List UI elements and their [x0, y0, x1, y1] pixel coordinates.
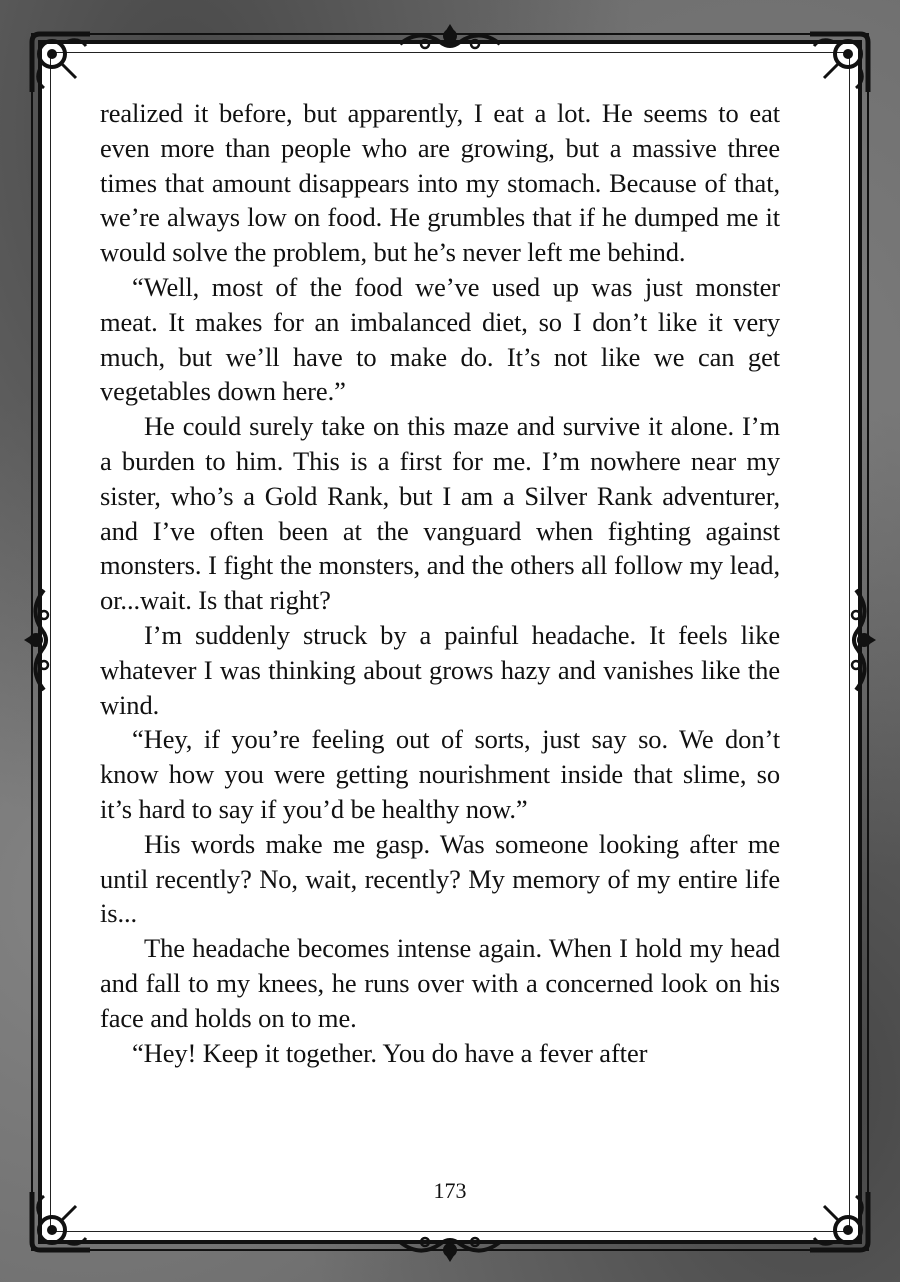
paragraph: “Hey, if you’re feeling out of sorts, just say so. We don’t know how you were getting nourishment inside that slime, so it’s hard to say if you’d be healthy now.”: [100, 724, 780, 824]
paragraph: His words make me gasp. Was someone looking after me until recently? No, wait, recently? My memory of my entire life is...: [100, 828, 780, 929]
bottom-center-ornament: [395, 1230, 505, 1264]
corner-ornament-top-right: [804, 28, 874, 98]
paragraph: I’m suddenly struck by a painful headache. It feels like whatever I was thinking about grows hazy and vanishes like the wind.: [100, 619, 780, 720]
right-side-ornament: [844, 585, 878, 695]
top-center-ornament: [395, 22, 505, 56]
body-text: [100, 96, 780, 1070]
paragraph: realized it before, but apparently, I eat a lot. He seems to eat even more than people who are growing, but a massive three times that amount disappears into my stomach. Because of that, we’re always low on food. He grumbles that if he dumped me it would solve the problem, but he’s never left me behind.: [100, 98, 780, 268]
paragraph: The headache becomes intense again. When I hold my head and fall to my knees, he runs over with a concerned look on his face and holds on to me.: [100, 933, 780, 1033]
left-side-ornament: [22, 585, 56, 695]
paragraph: “Hey! Keep it together. You do have a fever after: [132, 1037, 648, 1068]
corner-ornament-top-left: [26, 28, 96, 98]
paragraph: “Well, most of the food we’ve used up was just monster meat. It makes for an imbalanced diet, so I don’t like it very much, but we’ll have to make do. It’s not like we can get vegetables down here.”: [100, 271, 780, 407]
page-number: 173: [433, 1178, 467, 1203]
paragraph: He could surely take on this maze and survive it alone. I’m a burden to him. This is a first for me. I’m nowhere near my sister, who’s a Gold Rank, but I am a Silver Rank adventurer, and I’ve often been at the vanguard when fighting against monsters. I fight the monsters, and the others all follow my lead, or...wait. Is that right?: [100, 411, 780, 616]
